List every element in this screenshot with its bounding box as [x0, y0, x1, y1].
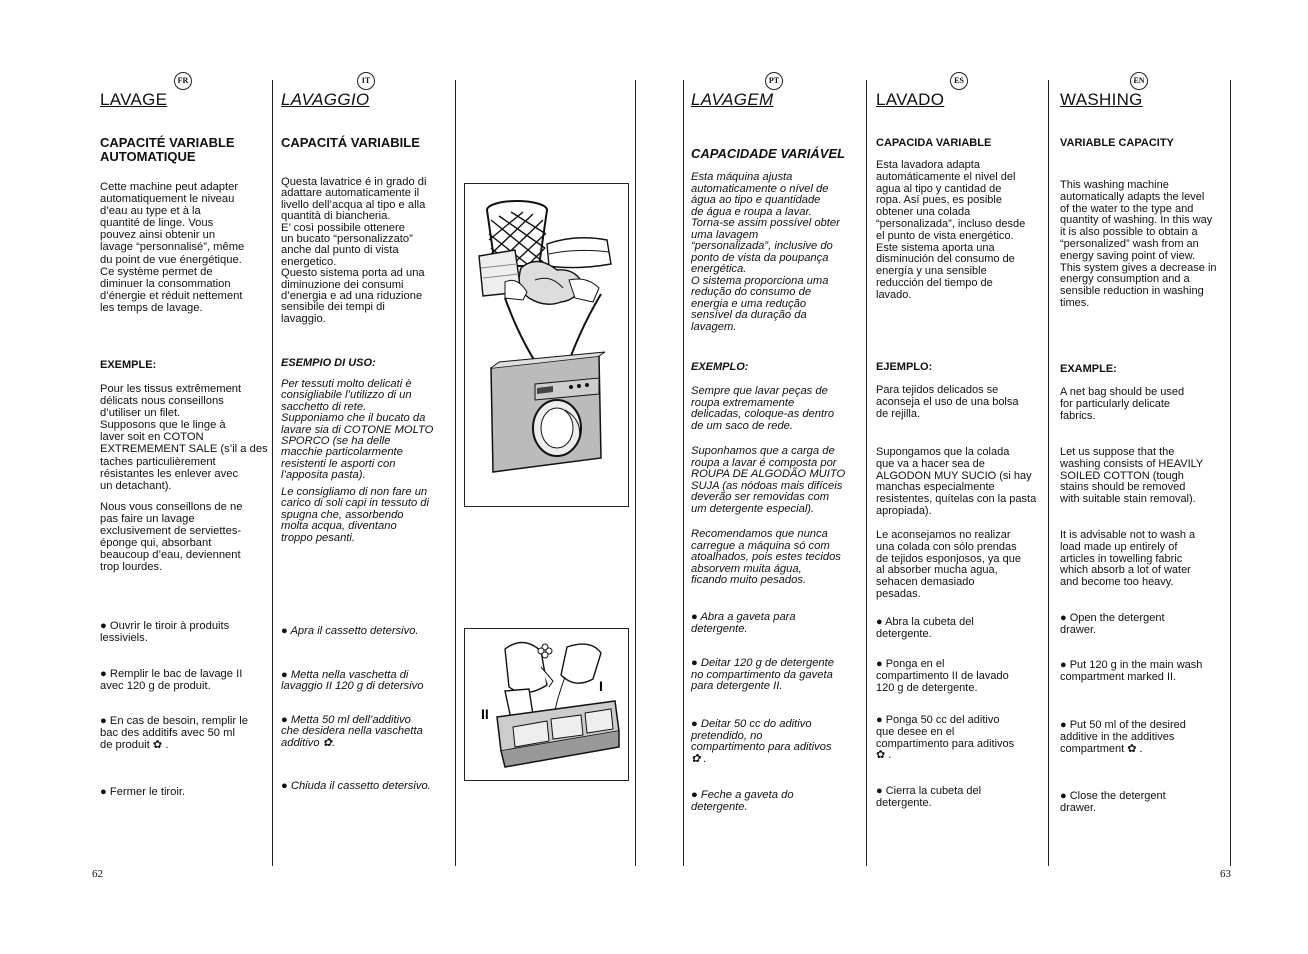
section-title: LAVAGE: [100, 90, 168, 109]
step-text: ● Fermer le tiroir.: [100, 786, 186, 798]
example-text: Pour les tissus extrêmement délicats nous conseillons d’utiliser un filet. Supposons que le linge à laver soit en COTON EXTREMEMENT SALE (s’il a des taches particulièrement résistantes les enlever avec un detachant).: [100, 383, 268, 492]
section-title: LAVADO: [876, 90, 945, 109]
intro-text: This washing machine automatically adapts the level of the water to the type and quantity of washing. In this way it is also possible to obtain a “personalized” wash from an energy saving point of view. This system gives a decrease in energy consumption and a sensible reduction in washing times.: [1060, 179, 1217, 309]
step-text: ● Ponga 50 cc del aditivo que desee en el compartimento para aditivos ✿ .: [876, 714, 1015, 762]
language-badge-pt: PT: [765, 72, 783, 90]
step-text: ● Cierra la cubeta del detergente.: [876, 785, 982, 809]
example-text: Nous vous conseillons de ne pas faire un lavage exclusivement de serviettes- éponge qui, absorbant beaucoup d’eau, deviennent trop lourdes.: [100, 501, 243, 574]
section-subtitle: CAPACITÉ VARIABLE AUTOMATIQUE: [100, 135, 235, 164]
step-text: ● Abra a gaveta para detergente.: [691, 611, 796, 635]
divider: [1230, 80, 1231, 866]
divider: [866, 80, 867, 866]
intro-text: Cette machine peut adapter automatiquement le niveau d’eau au type et à la quantité de linge. Vous pouvez ainsi obtenir un lavage “personnalisé”, même du point de vue énergétique. Ce système permet de diminuer la consommation d’énergie et réduit nettement les temps de lavage.: [100, 181, 245, 314]
step-text: ● Apra il cassetto detersivo.: [281, 625, 419, 637]
step-text: ● Deitar 50 cc do aditivo pretendido, no compartimento para aditivos ✿ .: [691, 718, 832, 765]
step-text: ● Ouvrir le tiroir à produits lessiviels.: [100, 620, 230, 645]
example-heading: EXEMPLE:: [100, 359, 157, 371]
language-badge-es: ES: [950, 72, 968, 90]
example-heading: EJEMPLO:: [876, 361, 933, 373]
divider: [635, 80, 636, 866]
example-heading: EXAMPLE:: [1060, 363, 1117, 375]
step-text: ● Put 50 ml of the desired additive in the additives compartment ✿ .: [1060, 719, 1186, 755]
language-badge-en: EN: [1130, 72, 1148, 90]
page-number-left: 62: [92, 868, 103, 880]
divider: [455, 80, 456, 866]
section-subtitle: VARIABLE CAPACITY: [1060, 137, 1174, 149]
language-badge-fr: FR: [174, 72, 192, 90]
step-text: ● Metta nella vaschetta di lavaggio II 120 g di detersivo: [281, 669, 424, 693]
step-text: ● Close the detergent drawer.: [1060, 790, 1166, 814]
example-heading: ESEMPIO DI USO:: [281, 357, 376, 369]
intro-text: Questa lavatrice é in grado di adattare automaticamente il livello dell’acqua al tipo e alla quantità di biancheria. E’ così possibile ottenere un bucato “personalizzato” anche dal punto di vista energetico. Questo sistema porta ad una diminuzione dei consumi d’energia e ad una riduzione sensibile dei tempi di lavaggio.: [281, 176, 427, 325]
page-number-right: 63: [1220, 868, 1231, 880]
column-pt: [691, 0, 863, 954]
divider: [272, 80, 273, 866]
laundry-machine-drawing: [465, 184, 628, 506]
step-text: ● Deitar 120 g de detergente no compartimento da gaveta para detergente II.: [691, 657, 834, 692]
example-text: Supongamos que la colada que va a hacer sea de ALGODON MUY SUCIO (si hay manchas especialmente resistentes, quítelas con la pasta apropiada).: [876, 446, 1037, 517]
compartment-label-main: II: [481, 706, 489, 722]
example-text: Le aconsejamos no realizar una colada con sólo prendas de tejidos esponjosos, ya que al absorber mucha agua, sehacen demasiado pesadas.: [876, 529, 1021, 600]
section-title: WASHING: [1060, 90, 1143, 109]
step-text: ● En cas de besoin, remplir le bac des additifs avec 50 ml de produit ✿ .: [100, 715, 248, 752]
compartment-label-pre: I: [599, 678, 603, 694]
example-text: Sempre que lavar peças de roupa extremamente delicadas, coloque-as dentro de um saco de rede.: [691, 385, 835, 432]
intro-text: Esta máquina ajusta automaticamente o nível de água ao tipo e quantidade de água e roupa a lavar. Torna-se assim possível obter uma lavagem “personalizada”, inclusive do ponto de vista da poupança energética. O sistema proporciona uma redução do consumo de energia e uma redução sensível da duração da lavagem.: [691, 171, 840, 333]
section-subtitle: CAPACIDA VARIABLE: [876, 137, 992, 149]
illustration-laundry-machine: [464, 183, 629, 507]
example-text: Suponhamos que a carga de roupa a lavar é composta por ROUPA DE ALGODÃO MUITO SUJA (as nódoas mais difíceis deverão ser removidas com um detergente especial).: [691, 445, 846, 515]
example-heading: EXEMPLO:: [691, 361, 749, 373]
step-text: ● Open the detergent drawer.: [1060, 612, 1165, 636]
step-text: ● Remplir le bac de lavage II avec 120 g de produit.: [100, 668, 243, 693]
divider: [1048, 80, 1049, 866]
step-text: ● Feche a gaveta do detergente.: [691, 789, 794, 813]
step-text: ● Abra la cubeta del detergente.: [876, 616, 974, 640]
example-text: A net bag should be used for particularly delicate fabrics.: [1060, 386, 1185, 422]
divider: [683, 80, 684, 866]
section-subtitle: CAPACITÁ VARIABILE: [281, 135, 420, 150]
step-text: ● Ponga en el compartimento II de lavado 120 g de detergente.: [876, 658, 1009, 694]
step-text: ● Metta 50 ml dell’additivo che desidera nella vaschetta additivo ✿.: [281, 714, 423, 749]
example-text: Para tejidos delicados se aconseja el uso de una bolsa de rejilla.: [876, 384, 1019, 420]
example-text: Recomendamos que nunca carregue a máquina só com atoalhados, pois estes tecidos absorvem muita água, ficando muito pesados.: [691, 528, 841, 586]
column-es: [876, 0, 1046, 954]
detergent-drawer-drawing: [465, 629, 628, 780]
column-en: [1060, 0, 1228, 954]
section-title: LAVAGEM: [691, 90, 774, 109]
intro-text: Esta lavadora adapta automáticamente el nivel del agua al tipo y cantidad de ropa. Así pues, es posible obtener una colada “personalizada”, incluso desde el punto de vista energético. Este sistema aporta una disminución del consumo de energía y una sensible reducción del tiempo de lavado.: [876, 159, 1026, 301]
section-title: LAVAGGIO: [281, 90, 370, 109]
column-it: [281, 0, 453, 954]
example-text: Let us suppose that the washing consists of HEAVILY SOILED COTTON (tough stains should be removed with suitable stain removal).: [1060, 446, 1204, 506]
example-text: It is advisable not to wash a load made up entirely of articles in towelling fabric which absorb a lot of water and become too heavy.: [1060, 529, 1196, 589]
step-text: ● Chiuda il cassetto detersivo.: [281, 780, 431, 792]
example-text: Le consigliamo di non fare un carico di soli capi in tessuto di spugna che, assorbendo molta acqua, diventano troppo pesanti.: [281, 486, 429, 544]
column-fr: [100, 0, 270, 954]
illustration-detergent-drawer: [464, 628, 629, 781]
step-text: ● Put 120 g in the main wash compartment marked II.: [1060, 659, 1203, 683]
example-text: Per tessuti molto delicati è consigliabile l’utilizzo di un sacchetto di rete. Supponiamo che il bucato da lavare sia di COTONE MOLTO SPORCO (se ha delle macchie particolarmente resistenti le asporti con l’apposita pasta).: [281, 378, 434, 482]
language-badge-it: IT: [357, 72, 375, 90]
section-subtitle: CAPACIDADE VARIÁVEL: [691, 146, 846, 161]
